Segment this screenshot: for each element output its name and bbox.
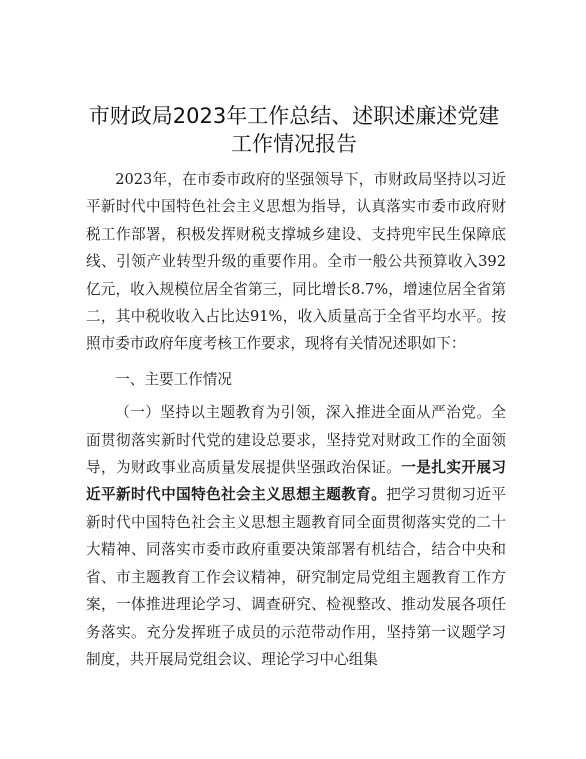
subsection-text-2: 把学习贯彻习近平新时代中国特色社会主义思想主题教育同全面贯彻落实党的二十大精神、同落实市委市政府重要决策部署有机结合，结合中央和省、市主题教育工作会议精神，研究制定局党组主题教育工作方案，一体推进理论学习、调查研究、检视整改、推动发展各项任务落实。 <box>86 486 506 641</box>
subsection-paragraph <box>86 399 506 673</box>
intro-paragraph: 2023年，在市委市政府的坚强领导下，市财政局坚持以习近平新时代中国特色社会主义思想为指导，认真落实市委市政府财税工作部署，积极发挥财税支撑城乡建设、支持兜牢民生保障底线、引领产业转型升级的重要作用。全市一般公共预算收入392亿元，收入规模位居全省第三，同比增长8.7%，增速位居全省第二，其中税收收入占比达91%，收入质量高于全省平均水平。按照市委市政府年度考核工作要求，现将有关情况述职如下： <box>86 171 506 353</box>
section-heading: 一、主要工作情况 <box>115 370 232 388</box>
document-title: 市财政局2023年工作总结、述职述廉述党建工作情况报告 <box>88 104 500 156</box>
subsection-text-1: 全面贯彻落实新时代党的建设总要求，坚持党对财政工作的全面领导，为财政事业高质量发展提供坚强政治保证。 <box>86 404 506 477</box>
subsection-title: （一）坚持以主题教育为引领，深入推进全面从严治党。 <box>115 404 492 422</box>
subsection-text-3: 充分发挥班子成员的示范带动作用，坚持第一议题学习制度，共开展局党组会议、理论学习中心组集 <box>86 623 506 668</box>
document-body <box>86 166 506 673</box>
subsection-lead: 一是扎实开展习近平新时代中国特色社会主义思想主题教育。 <box>86 459 506 504</box>
